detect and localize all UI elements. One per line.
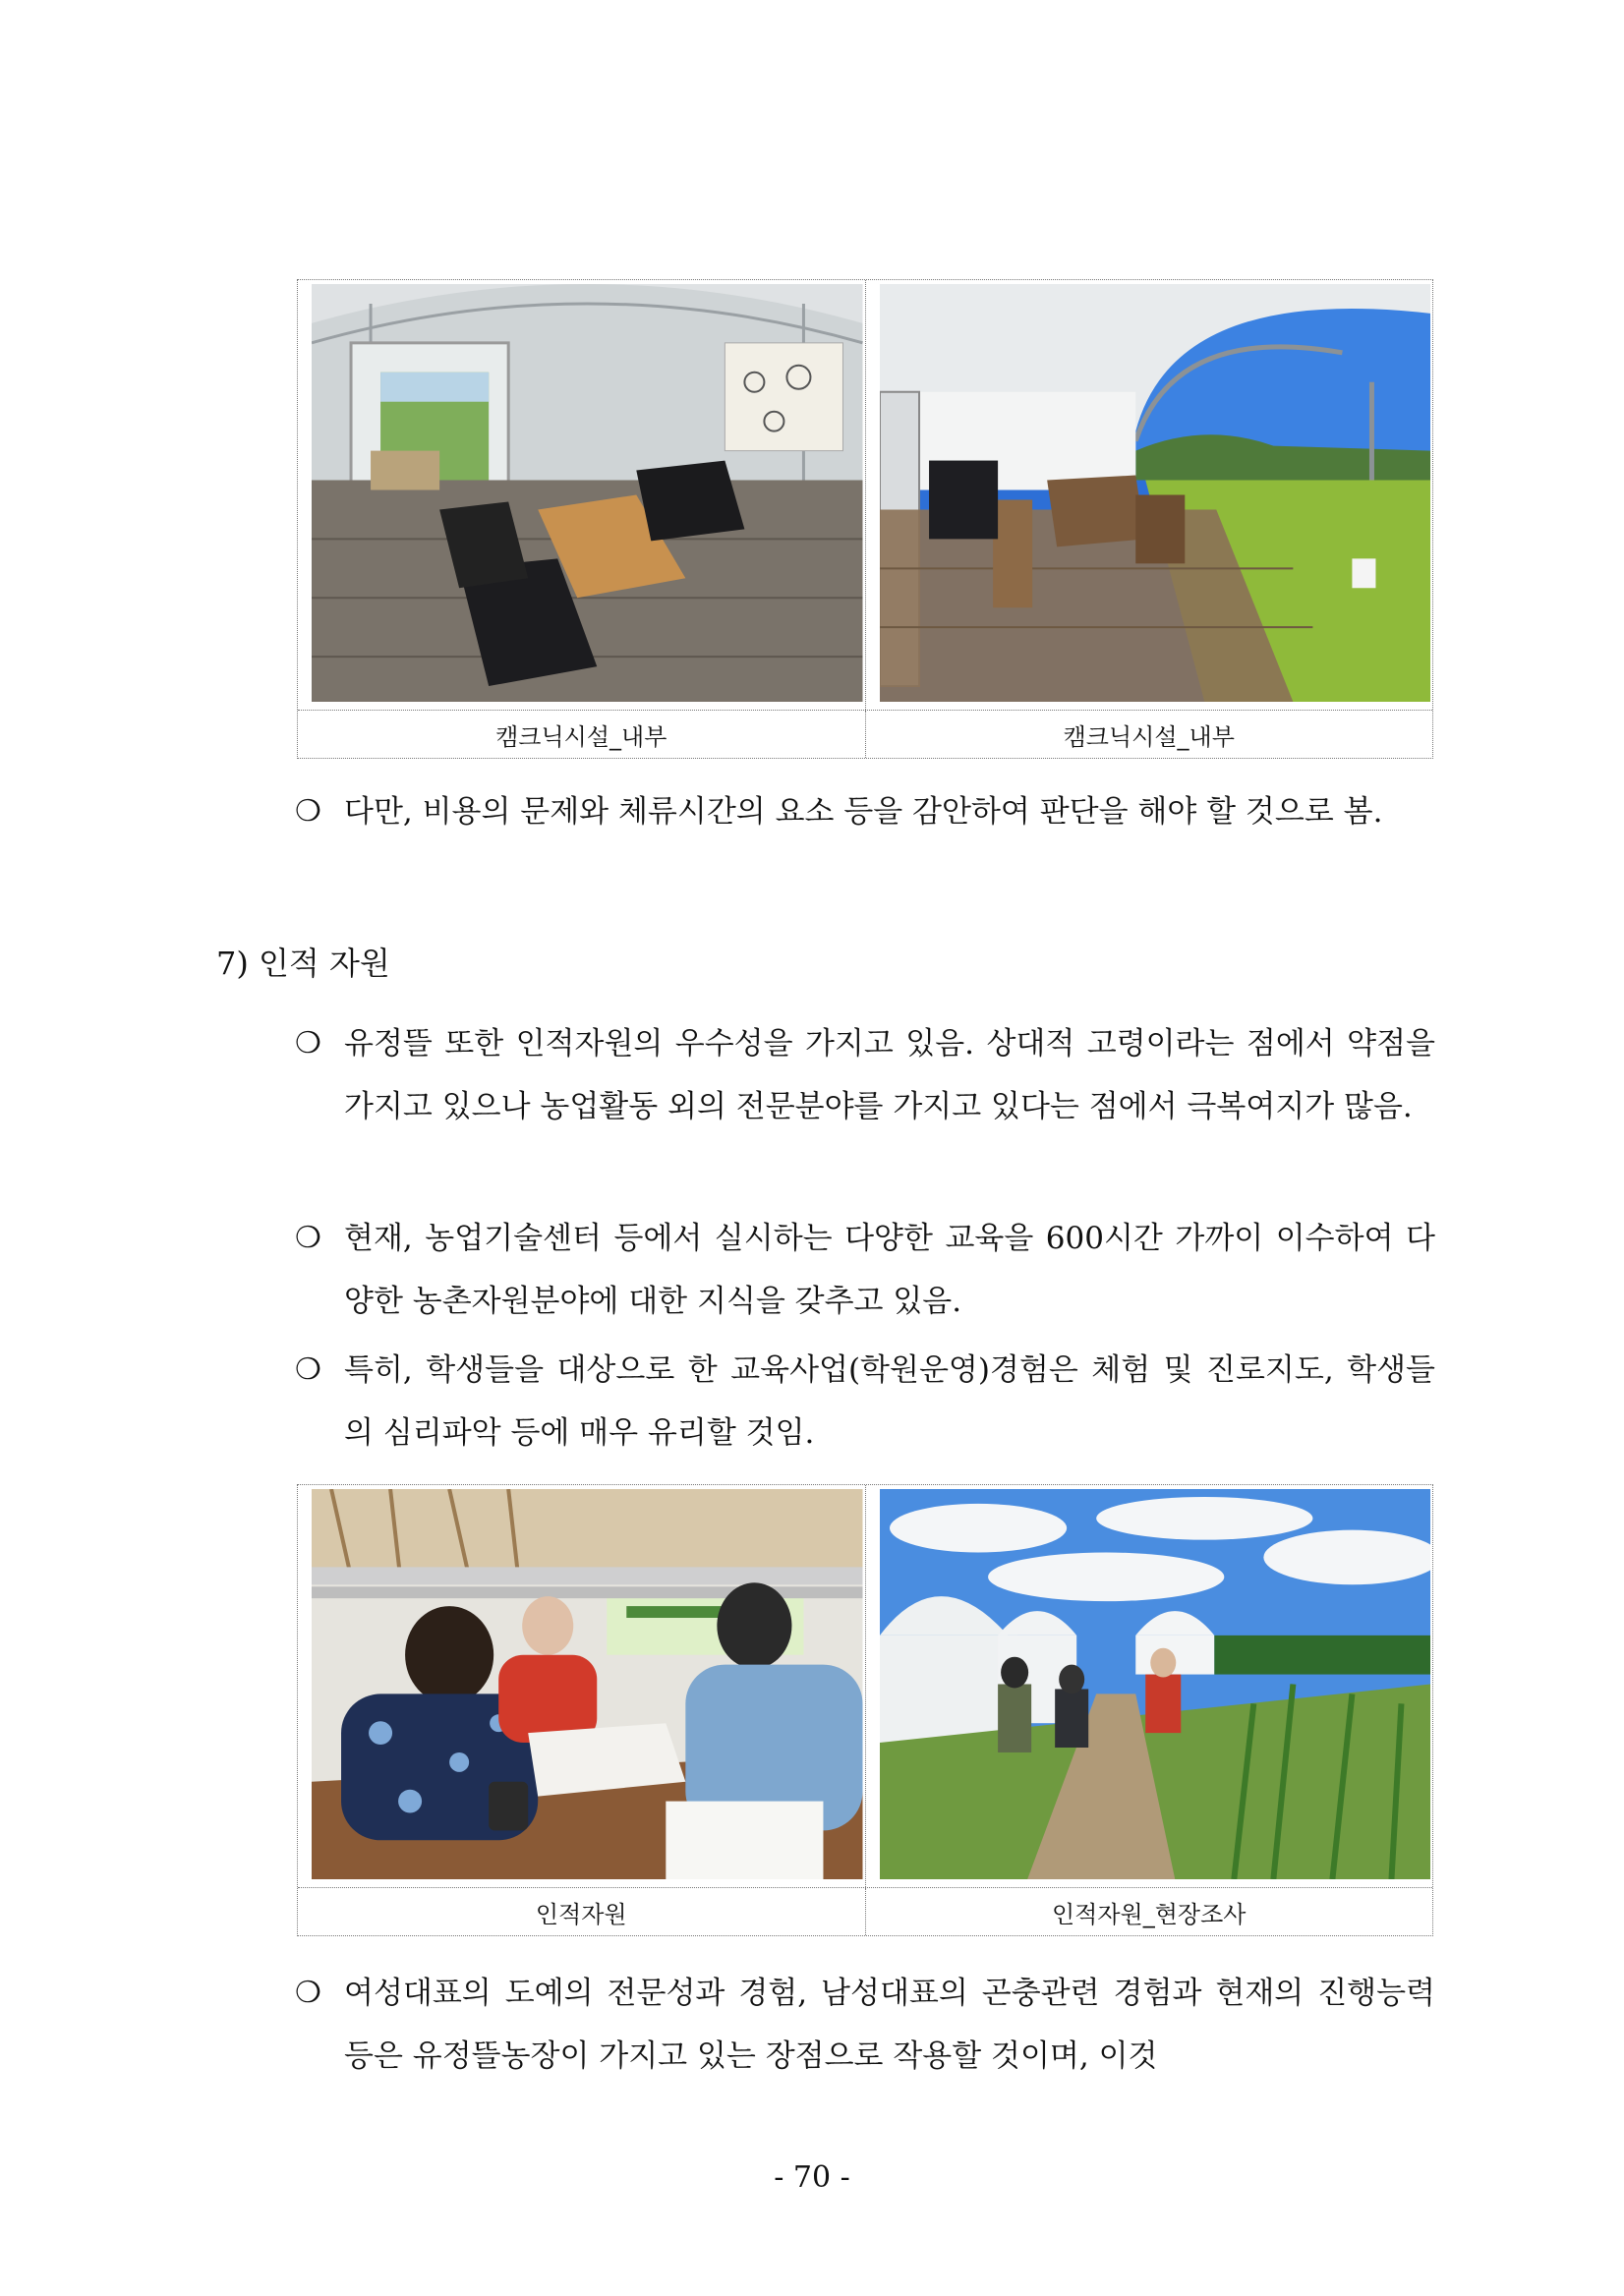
bullet-circle-icon: ❍ [295,1221,321,1255]
paragraph [295,1012,1435,1138]
paragraph [295,1207,1435,1333]
bullet-circle-icon: ❍ [295,1352,321,1387]
photo-cell-right [865,1485,1433,1887]
page-number: - 70 - [774,2160,850,2195]
photo-cell-left [298,280,865,710]
photo-row [298,280,1432,711]
paragraph-text: 특히, 학생들을 대상으로 한 교육사업(학원운영)경험은 체험 및 진로지도, 학생들의 심리파악 등에 매우 유리할 것임. [344,1352,1435,1451]
paragraph [295,1962,1435,2088]
bullet-circle-icon: ❍ [295,1976,321,2010]
paragraph-text: 현재, 농업기술센터 등에서 실시하는 다양한 교육을 600시간 가까이 이수하여 다양한 농촌자원분야에 대한 지식을 갖추고 있음. [344,1221,1435,1319]
paragraph-text: 다만, 비용의 문제와 체류시간의 요소 등을 감안하여 판단을 해야 할 것으로 봄. [344,794,1383,830]
photo-camping-interior-1 [312,284,863,702]
caption-row [298,711,1432,758]
photo-field-survey [880,1489,1431,1879]
caption-row [298,1888,1432,1935]
photo-camping-interior-2 [880,284,1431,702]
caption-right: 캠크닉시설_내부 [865,711,1433,758]
caption-left: 인적자원 [535,1900,627,1928]
bullet-circle-icon: ❍ [295,1026,321,1061]
bullet-circle-icon: ❍ [295,794,321,829]
photo-cell-left [298,1485,865,1887]
paragraph-text: 유정뜰 또한 인적자원의 우수성을 가지고 있음. 상대적 고령이라는 점에서 약점을 가지고 있으나 농업활동 외의 전문분야를 가지고 있다는 점에서 극복여지가 많음. [344,1026,1435,1124]
paragraph-text: 여성대표의 도예의 전문성과 경험, 남성대표의 곤충관련 경험과 현재의 진행능력 등은 유정뜰농장이 가지고 있는 장점으로 작용할 것이며, 이것 [344,1976,1435,2074]
section-heading: 7) 인적 자원 [216,945,390,982]
photo-cell-right [865,280,1433,710]
photo-row [298,1485,1432,1888]
caption-left: 캠크닉시설_내부 [495,722,667,751]
photo-table-bottom [297,1484,1433,1936]
photo-table-top [297,279,1433,759]
photo-human-resources [312,1489,863,1879]
paragraph [295,1339,1435,1464]
paragraph [295,780,1435,843]
caption-right: 인적자원_현장조사 [865,1888,1433,1935]
